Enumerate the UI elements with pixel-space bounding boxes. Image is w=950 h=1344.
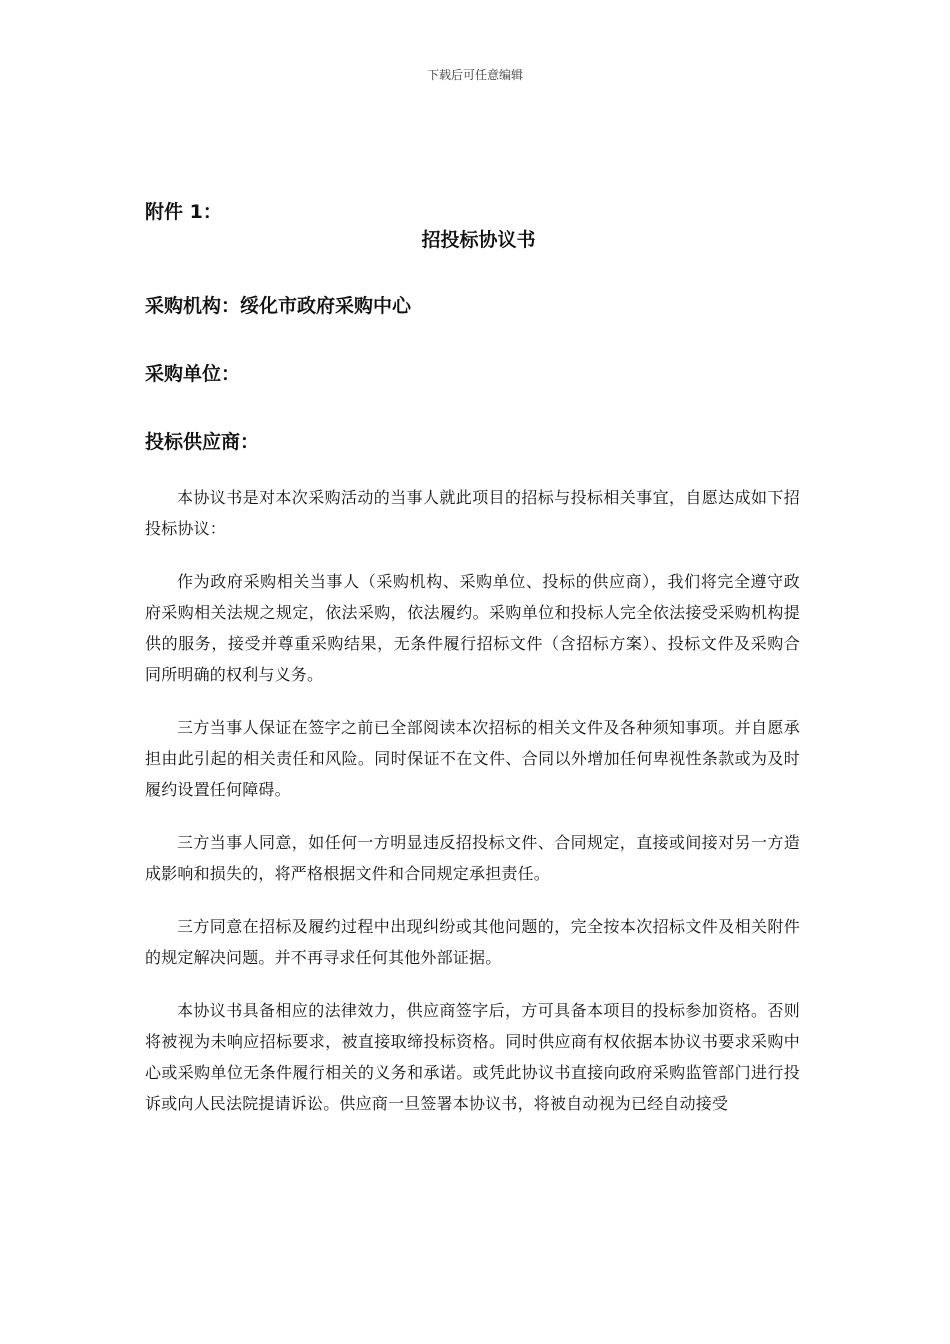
field-purchaser: 采购单位： [145, 363, 241, 385]
paragraph-dispute: 三方同意在招标及履约过程中出现纠纷或其他问题的，完全按本次招标文件及相关附件的规定解决问题。并不再寻求任何其他外部证据。 [145, 917, 800, 967]
paragraph-legal-effect: 本协议书具备相应的法律效力，供应商签字后，方可具备本项目的投标参加资格。否则将被视为未响应招标要求，被直接取缔投标资格。同时供应商有权依据本协议书要求采购中心或采购单位无条件履行相关的义务和承诺。或凭此协议书直接向政府采购监管部门进行投诉或向人民法院提请诉讼。供应商一旦签署本协议书，将被自动视为已经自动接受 [145, 1001, 800, 1113]
field-agency: 采购机构：绥化市政府采购中心 [145, 295, 412, 317]
paragraph-liability: 三方当事人同意，如任何一方明显违反招投标文件、合同规定，直接或间接对另一方造成影响和损失的，将严格根据文件和合同规定承担责任。 [145, 833, 800, 883]
paragraph-intro: 本协议书是对本次采购活动的当事人就此项目的招标与投标相关事宜，自愿达成如下招投标协议： [145, 488, 800, 538]
header-note: 下载后可任意编辑 [426, 68, 523, 82]
paragraph-guarantee: 三方当事人保证在签字之前已全部阅读本次招标的相关文件及各种须知事项。并自愿承担由此引起的相关责任和风险。同时保证不在文件、合同以外增加任何卑视性条款或为及时履约设置任何障碍。 [145, 718, 800, 799]
field-supplier: 投标供应商： [145, 431, 260, 453]
document-body [145, 198, 800, 1119]
document-title: 招投标协议书 [421, 229, 536, 251]
attachment-label: 附件 1： [145, 201, 222, 223]
paragraph-compliance: 作为政府采购相关当事人（采购机构、采购单位、投标的供应商），我们将完全遵守政府采购相关法规之规定，依法采购，依法履约。采购单位和投标人完全依法接受采购机构提供的服务，接受并尊重采购结果，无条件履行招标文件（含招标方案）、投标文件及采购合同所明确的权利与义务。 [145, 572, 800, 684]
